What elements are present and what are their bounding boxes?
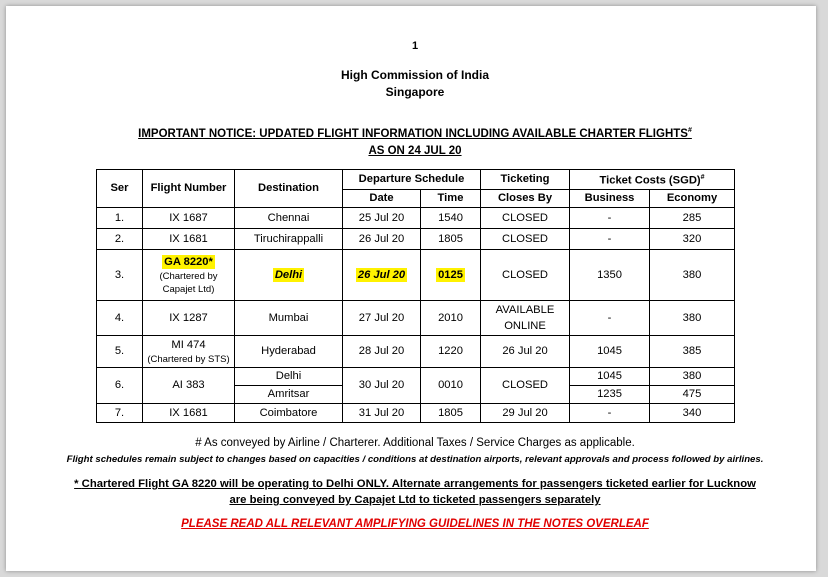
cell-economy: 380	[650, 367, 735, 385]
cell-destination: Mumbai	[235, 300, 343, 335]
destination-highlight: Delhi	[274, 268, 303, 281]
time-highlight: 0125	[438, 268, 463, 281]
cell-date	[343, 249, 421, 300]
header-time: Time	[421, 189, 481, 207]
cell-economy: 320	[650, 228, 735, 249]
date-highlight: 26 Jul 20	[357, 268, 406, 281]
cell-flight: IX 1687	[143, 207, 235, 228]
cell-flight	[143, 335, 235, 367]
cell-ser: 4.	[97, 300, 143, 335]
cell-flight	[143, 249, 235, 300]
table-row	[97, 367, 735, 385]
cell-time: 2010	[421, 300, 481, 335]
cell-time: 1220	[421, 335, 481, 367]
cell-flight: IX 1681	[143, 403, 235, 422]
flight-note-2: Capajet Ltd)	[162, 283, 215, 295]
cell-ser: 7.	[97, 403, 143, 422]
cell-destination: Delhi	[235, 367, 343, 385]
cell-closes-by: CLOSED	[481, 228, 570, 249]
notice-title	[0, 122, 828, 160]
cell-date: 28 Jul 20	[343, 335, 421, 367]
cell-date: 31 Jul 20	[343, 403, 421, 422]
cell-flight: IX 1287	[143, 300, 235, 335]
table-row	[97, 403, 735, 422]
closes-line-1: AVAILABLE	[495, 303, 555, 316]
cell-business: 1045	[570, 367, 650, 385]
table-row	[97, 300, 735, 335]
cell-destination: Hyderabad	[235, 335, 343, 367]
notice-line-2: AS ON 24 JUL 20	[368, 144, 462, 157]
cell-economy: 380	[650, 249, 735, 300]
hash-footnote: # As conveyed by Airline / Charterer. Additional Taxes / Service Charges as applicable.	[195, 437, 635, 449]
cell-time: 1805	[421, 403, 481, 422]
cell-flight: IX 1681	[143, 228, 235, 249]
cell-time: 1540	[421, 207, 481, 228]
header-ticketing: Ticketing	[481, 170, 570, 190]
header-line-2: Singapore	[385, 85, 445, 99]
notice-hash-mark: #	[687, 127, 692, 134]
header-date: Date	[343, 189, 421, 207]
flight-highlight: GA 8220*	[164, 255, 213, 268]
cell-business: 1350	[570, 249, 650, 300]
header-ticket-costs: Ticket Costs (SGD)#	[570, 170, 735, 190]
cell-time: 1805	[421, 228, 481, 249]
flight-note-1: (Chartered by	[159, 270, 218, 282]
header-departure-schedule: Departure Schedule	[343, 170, 481, 190]
read-guidelines-note: PLEASE READ ALL RELEVANT AMPLIFYING GUIDELINES IN THE NOTES OVERLEAF	[181, 518, 649, 530]
cell-closes-by: CLOSED	[481, 207, 570, 228]
table-row	[97, 228, 735, 249]
cell-date: 27 Jul 20	[343, 300, 421, 335]
cell-destination: Coimbatore	[235, 403, 343, 422]
cell-date: 26 Jul 20	[343, 228, 421, 249]
header-destination: Destination	[235, 170, 343, 208]
table-row	[97, 207, 735, 228]
cell-date: 25 Jul 20	[343, 207, 421, 228]
cell-economy: 385	[650, 335, 735, 367]
cell-economy: 285	[650, 207, 735, 228]
page-header	[0, 67, 828, 101]
cell-business: -	[570, 228, 650, 249]
page-number: 1	[411, 40, 419, 52]
cell-economy: 475	[650, 385, 735, 403]
cell-business: 1235	[570, 385, 650, 403]
cell-ser: 3.	[97, 249, 143, 300]
header-economy: Economy	[650, 189, 735, 207]
cell-ser: 1.	[97, 207, 143, 228]
charter-footnote: * Chartered Flight GA 8220 will be operating to Delhi ONLY. Alternate arrangements for passengers ticketed earlier for Lucknow are being conveyed by Capajet Ltd to ticketed passengers separately	[74, 478, 756, 506]
cell-destination: Chennai	[235, 207, 343, 228]
cell-closes-by: 29 Jul 20	[481, 403, 570, 422]
header-business: Business	[570, 189, 650, 207]
cell-time: 0010	[421, 367, 481, 403]
cell-closes-by: 26 Jul 20	[481, 335, 570, 367]
cell-closes-by: CLOSED	[481, 249, 570, 300]
cell-business: -	[570, 403, 650, 422]
star-mark: *	[74, 478, 79, 490]
cell-business: 1045	[570, 335, 650, 367]
header-ser: Ser	[97, 170, 143, 208]
cell-flight: AI 383	[143, 367, 235, 403]
cell-economy: 340	[650, 403, 735, 422]
cell-ser: 6.	[97, 367, 143, 403]
header-flight-number: Flight Number	[143, 170, 235, 208]
cell-destination	[235, 249, 343, 300]
cell-destination: Amritsar	[235, 385, 343, 403]
notice-line-1: IMPORTANT NOTICE: UPDATED FLIGHT INFORMATION INCLUDING AVAILABLE CHARTER FLIGHTS#	[138, 127, 692, 140]
header-closes-by: Closes By	[481, 189, 570, 207]
cell-business: -	[570, 207, 650, 228]
flight-code: MI 474	[171, 338, 206, 351]
cell-economy: 380	[650, 300, 735, 335]
cell-date: 30 Jul 20	[343, 367, 421, 403]
table-row	[97, 249, 735, 300]
cell-closes-by	[481, 300, 570, 335]
cell-business: -	[570, 300, 650, 335]
flight-note: (Chartered by STS)	[147, 353, 230, 365]
cell-ser: 2.	[97, 228, 143, 249]
cell-closes-by: CLOSED	[481, 367, 570, 403]
cell-destination: Tiruchirappalli	[235, 228, 343, 249]
closes-line-2: ONLINE	[504, 319, 546, 332]
schedule-footnote: Flight schedules remain subject to changes based on capacities / conditions at destination airports, relevant approvals and process followed by airlines.	[66, 454, 764, 465]
cell-ser: 5.	[97, 335, 143, 367]
table-row	[97, 335, 735, 367]
cell-time	[421, 249, 481, 300]
header-line-1: High Commission of India	[340, 68, 489, 82]
flight-table	[96, 169, 735, 423]
